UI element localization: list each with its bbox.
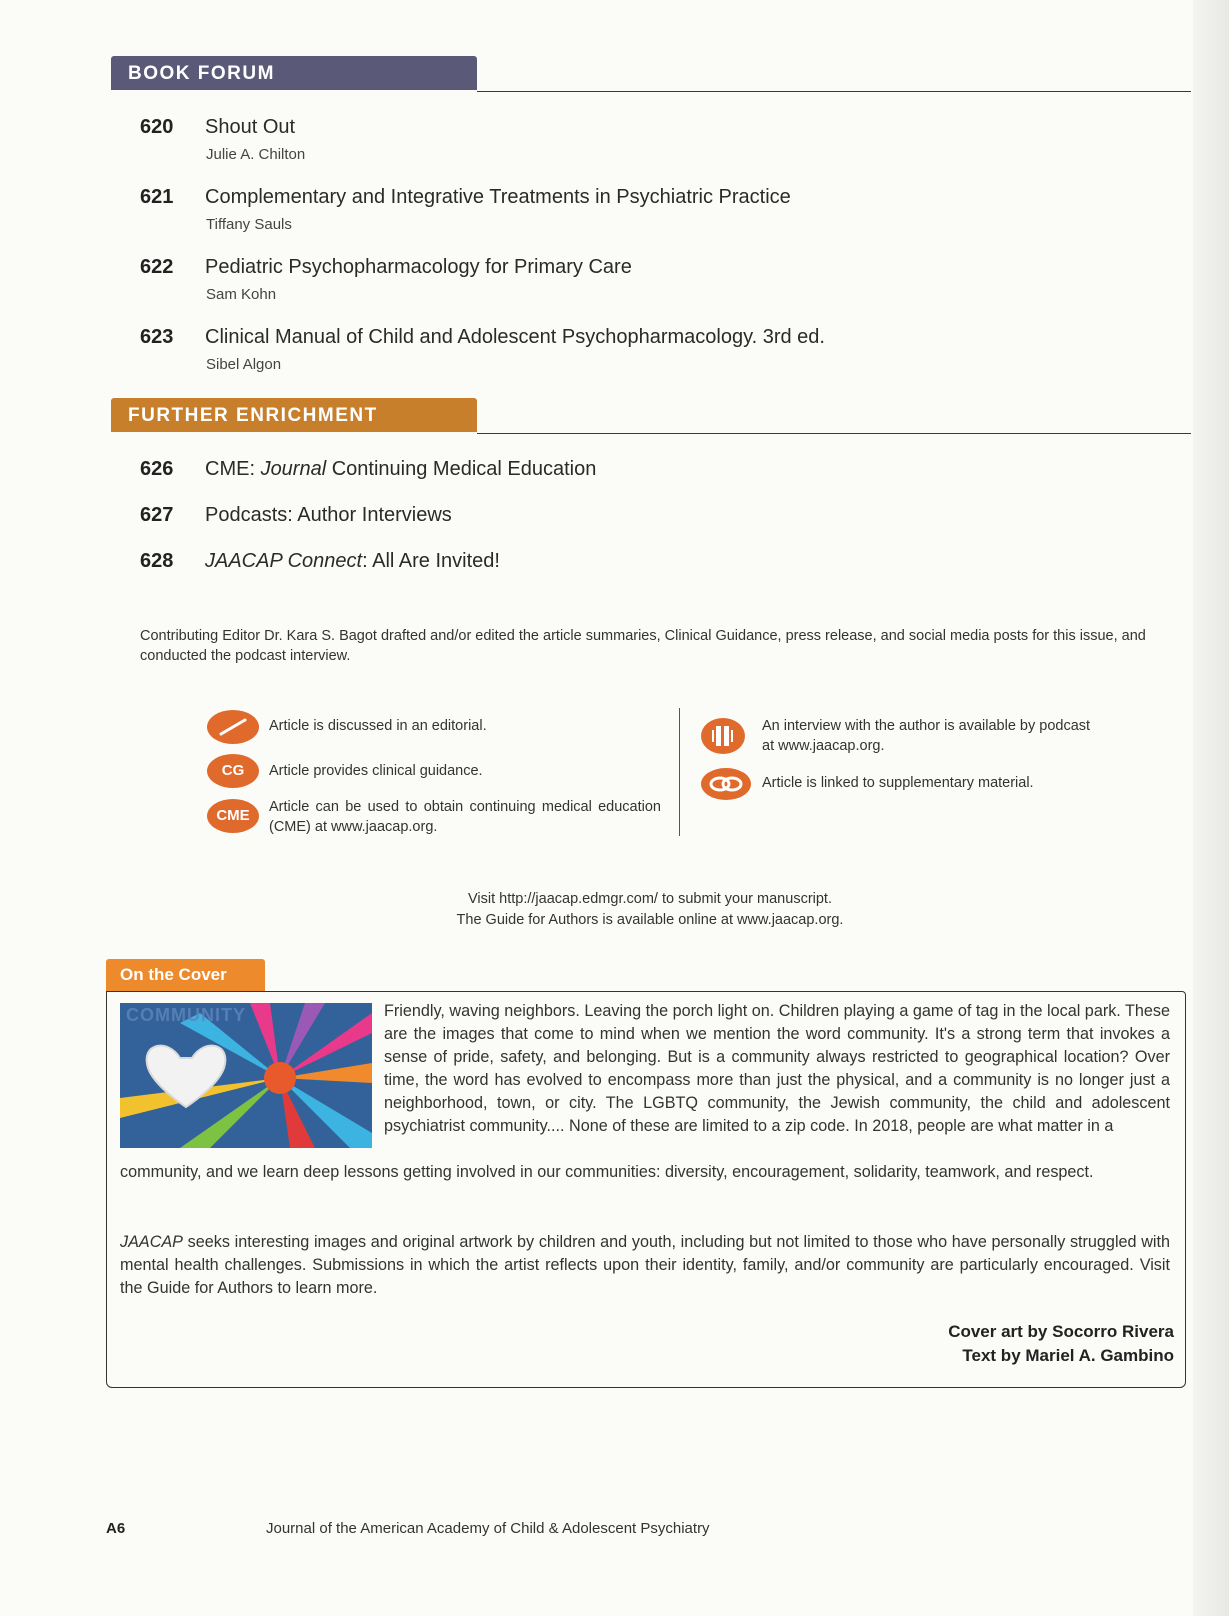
journal-name-italic: JAACAP [120, 1233, 183, 1251]
page-number: A6 [106, 1520, 126, 1537]
toc-title-text: CME: [205, 458, 261, 480]
cover-paragraph-2-text: seeks interesting images and original artwork by children and youth, including but not limited to those who have personally struggled with mental health challenges. Submissions in which the artist reflects upon their identity, family, and/or community are particularly encouraged. Visit the Guide for Authors to learn more. [120, 1233, 1170, 1297]
further-enrichment-heading: FURTHER ENRICHMENT [111, 398, 477, 432]
section-rule [477, 91, 1191, 92]
toc-title: Pediatric Psychopharmacology for Primary Care [205, 256, 632, 278]
cover-paragraph-1: Friendly, waving neighbors. Leaving the porch light on. Children playing a game of tag in the local park. These are the images that come to mind when we mention the word community. It's a strong term that invokes a sense of pride, safety, and belonging. But is a community always restricted to geographical location? Over time, the word has evolved to encompass more than just the physical, and a community is no longer just a neighborhood, town, or city. The LGBTQ community, the Jewish community, the child and adolescent psychiatrist community.... None of these are limited to a zip code. In 2018, people are what matter in a [384, 1002, 1170, 1135]
submission-link-text: Visit http://jaacap.edmgr.com/ to submit your manuscript. [467, 891, 832, 907]
legend-text: Article is discussed in an editorial. [269, 718, 487, 734]
toc-author: Tiffany Sauls [206, 216, 292, 233]
journal-title-footer: Journal of the American Academy of Child & Adolescent Psychiatry [266, 1520, 710, 1537]
page-edge-shadow [1193, 0, 1229, 1616]
toc-author: Sam Kohn [206, 286, 277, 303]
podcast-icon [701, 718, 745, 754]
cover-credits [948, 1320, 1174, 1368]
on-the-cover-heading: On the Cover [106, 959, 265, 991]
cg-badge-icon: CG [207, 754, 259, 788]
toc-page-number: 622 [140, 256, 174, 278]
toc-title-italic: Journal [260, 458, 327, 480]
toc-page-number: 626 [140, 458, 174, 480]
guide-for-authors-text: The Guide for Authors is available online at www.jaacap.org. [456, 912, 844, 928]
toc-title-text: Podcasts: Author Interviews [205, 504, 452, 526]
toc-page-number: 620 [140, 116, 174, 138]
book-forum-header [111, 56, 1191, 92]
toc-title: Shout Out [205, 116, 296, 138]
legend-text: Article is linked to supplementary material. [762, 775, 1034, 791]
toc-title [205, 550, 500, 573]
toc-title-italic: JAACAP Connect [205, 550, 363, 572]
book-forum-heading: BOOK FORUM [111, 56, 477, 90]
cover-image-label: COMMUNITY [126, 1005, 246, 1025]
toc-title-text: : All Are Invited! [362, 550, 500, 572]
contributing-editor-note: Contributing Editor Dr. Kara S. Bagot drafted and/or edited the article summaries, Clinical Guidance, press release, and social media posts for this issue, and conducted the podcast interview. [140, 628, 1146, 664]
cme-badge-icon: CME [207, 799, 259, 833]
toc-title: Clinical Manual of Child and Adolescent Psychopharmacology. 3rd ed. [205, 326, 825, 348]
cover-text-credit: Text by Mariel A. Gambino [962, 1346, 1174, 1365]
section-rule [477, 433, 1191, 434]
slash-icon [207, 710, 259, 744]
legend-divider [679, 708, 680, 836]
toc-page-number: 627 [140, 504, 174, 526]
toc-title-text: Continuing Medical Education [326, 458, 597, 480]
legend-text: Article can be used to obtain continuing medical education (CME) at www.jaacap.org. [269, 799, 661, 835]
link-icon [701, 768, 751, 800]
toc-page-number: 621 [140, 186, 174, 208]
legend-text: Article provides clinical guidance. [269, 763, 483, 779]
toc-author: Julie A. Chilton [206, 146, 306, 163]
toc-page-number: 623 [140, 326, 174, 348]
cover-art-image [120, 1003, 372, 1148]
further-enrichment-header [111, 398, 1191, 434]
toc-title [205, 504, 452, 527]
cover-paragraph-1-cont: community, and we learn deep lessons getting involved in our communities: diversity, encouragement, solidarity, teamwork, and respect. [120, 1163, 1094, 1181]
cover-art-credit: Cover art by Socorro Rivera [948, 1322, 1174, 1341]
toc-author: Sibel Algon [206, 356, 282, 373]
toc-title [205, 458, 596, 481]
toc-title: Complementary and Integrative Treatments in Psychiatric Practice [205, 186, 791, 208]
cover-paragraph-2 [120, 1231, 1170, 1300]
toc-page-number: 628 [140, 550, 174, 572]
legend-text: An interview with the author is available by podcast at www.jaacap.org. [762, 718, 1091, 754]
